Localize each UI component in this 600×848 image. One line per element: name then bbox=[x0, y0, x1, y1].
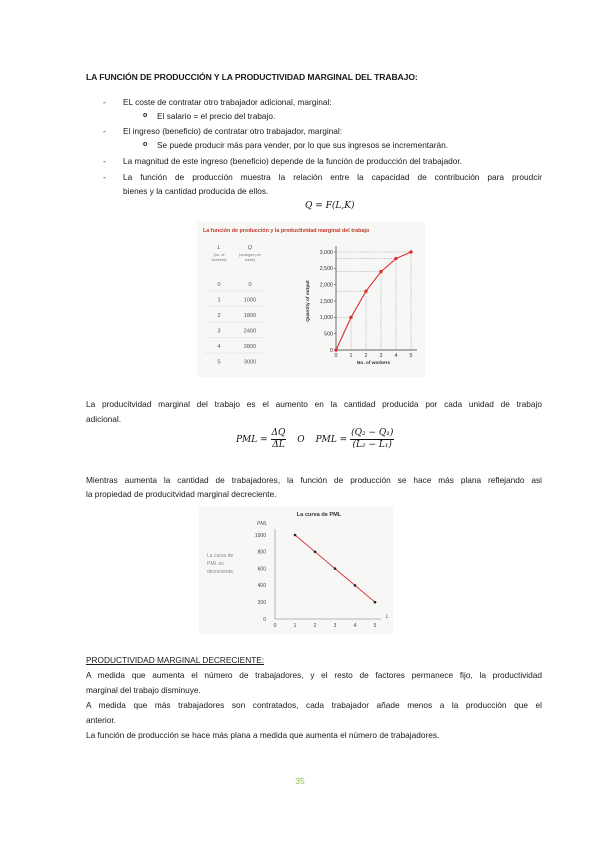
pml-den-2: (L₂ − L₁) bbox=[352, 440, 392, 450]
x-tick-label: 5 bbox=[409, 353, 413, 359]
x-tick-label: 5 bbox=[373, 623, 377, 629]
bullet-4-line2: bienes y la cantidad producida de ellos. bbox=[123, 186, 269, 196]
y-tick-label: 800 bbox=[257, 549, 266, 556]
table-cell-l: 5 bbox=[217, 359, 221, 366]
x-tick-label: 4 bbox=[353, 623, 357, 629]
table-cell-q: 2400 bbox=[243, 328, 257, 335]
x-tick-label: 0 bbox=[334, 353, 338, 359]
y-tick-label: 0 bbox=[263, 616, 266, 623]
x-tick-label: 1 bbox=[293, 623, 297, 629]
bullet-dash: - bbox=[103, 172, 106, 182]
pml-point bbox=[314, 551, 317, 554]
pml-den-1: ΔL bbox=[272, 440, 285, 450]
production-point bbox=[334, 348, 337, 351]
table-cell-l: 0 bbox=[217, 282, 221, 288]
table-header-q: Q bbox=[247, 245, 253, 251]
pml-fraction-1 bbox=[271, 428, 287, 451]
y-tick-label: 500 bbox=[324, 331, 333, 338]
x-tick-label: 3 bbox=[379, 353, 383, 359]
y-tick-label: 0 bbox=[330, 347, 333, 354]
table-cell-l: 1 bbox=[217, 297, 221, 304]
y-tick-label: 2,500 bbox=[319, 266, 333, 273]
x-tick-label: 0 bbox=[273, 623, 277, 629]
x-tick-label: 3 bbox=[333, 623, 337, 629]
production-figure-svg bbox=[197, 222, 425, 377]
section-line5: La función de producción se hace más plana a medida que aumenta el número de trabajadores. bbox=[86, 730, 440, 740]
paragraph-2-line1: Mientras aumenta la cantidad de trabajadores, la función de producción se hace más plana reflejando asi bbox=[86, 475, 542, 485]
table-cell-q: 1000 bbox=[243, 297, 257, 304]
paragraph-1-line1: La producitvidad marginal del trabajo es el aumento en la cantidad producida por cada unidad de trabajo bbox=[86, 399, 542, 409]
production-table bbox=[205, 282, 265, 366]
sub-bullet-circle: o bbox=[143, 141, 148, 148]
y-tick-label: 200 bbox=[257, 600, 266, 606]
bullet-1-sub: El salario = el precio del trabajo. bbox=[157, 111, 276, 121]
table-cell-q: 1800 bbox=[243, 313, 257, 319]
bullet-dash: - bbox=[103, 97, 106, 107]
page-title: LA FUNCIÓN DE PRODUCCIÓN Y LA PRODUCTIVIDAD MARGINAL DEL TRABAJO: bbox=[86, 72, 418, 82]
pml-point bbox=[354, 584, 357, 587]
y-tick-label: 1,500 bbox=[319, 298, 333, 305]
bullet-2: El ingreso (beneficio) de contratar otro trabajador, marginal: bbox=[123, 126, 343, 136]
pml-figure-svg bbox=[199, 507, 393, 634]
pml-point bbox=[334, 567, 337, 570]
table-cell-l: 4 bbox=[217, 344, 221, 350]
pml-annotation-line3: decreciente. bbox=[207, 569, 235, 575]
section-line1: A medida que aumenta el número de trabajadores, y el resto de factores permanece fijo, la productividad bbox=[86, 670, 542, 680]
production-line bbox=[336, 252, 411, 350]
production-point bbox=[349, 316, 352, 319]
pml-annotation-line2: PML es bbox=[207, 561, 224, 567]
table-cell-q: 0 bbox=[248, 282, 252, 288]
section-line2: marginal del trabajo disminuye. bbox=[86, 685, 201, 695]
section-heading: PRODUCTIVIDAD MARGINAL DECRECIENTE: bbox=[86, 655, 265, 665]
page-number: 35 bbox=[295, 776, 305, 786]
x-axis-label: No. of workers bbox=[356, 361, 391, 366]
section-line4: anterior. bbox=[86, 715, 116, 725]
pml-point bbox=[294, 534, 297, 537]
table-cell-q: 3000 bbox=[243, 359, 257, 366]
x-tick-label: 2 bbox=[313, 623, 317, 629]
pml-num-1: ΔQ bbox=[271, 428, 286, 438]
x-tick-label: 4 bbox=[394, 353, 398, 359]
production-point bbox=[409, 250, 412, 253]
production-figure bbox=[197, 222, 425, 377]
table-cell-l: 2 bbox=[217, 313, 221, 319]
y-tick-label: 2,000 bbox=[319, 282, 333, 289]
figure1-title: La función de producción y la productividad marginal del trabajo bbox=[203, 228, 370, 234]
production-function-formula: Q = F(L,K) bbox=[305, 201, 355, 211]
pml-fraction-2 bbox=[350, 428, 394, 451]
production-point bbox=[379, 270, 382, 273]
pml-lhs-2: PML = bbox=[315, 435, 348, 445]
x-tick-label: 2 bbox=[364, 353, 368, 359]
table-header-q-sub1: (oranges per bbox=[238, 252, 262, 257]
y-tick-label: 1,000 bbox=[319, 315, 333, 322]
x-tick-label: 1 bbox=[349, 353, 353, 359]
y-tick-label: 600 bbox=[257, 566, 266, 573]
pml-point bbox=[374, 601, 377, 604]
bullet-1: EL coste de contratar otro trabajador adicional, marginal: bbox=[123, 97, 332, 107]
y-axis-label: PML bbox=[257, 521, 268, 527]
bullet-4-line1: La función de producción muestra la relación entre la capacidad de contribución para proudcir bbox=[123, 172, 542, 182]
y-axis-label: Quantity of output bbox=[306, 280, 311, 322]
section-line3: A medida que más trabajadores son contratados, cada trabajador añade menos a la producción que el bbox=[86, 700, 542, 710]
table-header-l-sub1: (no. of bbox=[213, 252, 225, 257]
paragraph-1-line2: adicional. bbox=[86, 414, 122, 424]
table-header-q-sub2: week) bbox=[244, 257, 256, 262]
bullet-2-sub: Se puede producir más para vender, por lo que sus ingresos se incrementarán. bbox=[157, 140, 449, 150]
x-axis-label: L bbox=[386, 614, 389, 620]
pml-formula bbox=[236, 428, 394, 451]
pml-annotation-line1: La curva de bbox=[207, 553, 234, 559]
pml-figure bbox=[199, 507, 393, 634]
pml-chart bbox=[255, 521, 389, 629]
figure2-title: La curva de PML bbox=[296, 512, 342, 518]
production-point bbox=[394, 257, 397, 260]
sub-bullet-circle: o bbox=[143, 112, 148, 119]
y-tick-label: 1000 bbox=[254, 532, 266, 539]
production-chart bbox=[305, 246, 417, 366]
y-tick-label: 400 bbox=[257, 583, 266, 590]
table-header-l: L bbox=[217, 245, 221, 251]
bullet-3: La magnitud de este ingreso (beneficio) depende de la función de producción del trabajador. bbox=[123, 156, 463, 166]
y-tick-label: 3,000 bbox=[319, 249, 333, 256]
pml-or: O bbox=[297, 435, 305, 445]
production-point bbox=[364, 290, 367, 293]
pml-lhs: PML = bbox=[236, 435, 268, 445]
table-cell-q: 2800 bbox=[243, 344, 257, 350]
table-header-l-sub2: workers) bbox=[211, 257, 227, 262]
paragraph-2-line2: la propiedad de producitvidad marginal decreciente. bbox=[86, 489, 277, 499]
pml-num-2: (Q₂ − Q₁) bbox=[351, 428, 394, 438]
bullet-dash: - bbox=[103, 126, 106, 136]
bullet-dash: - bbox=[103, 156, 106, 166]
table-cell-l: 3 bbox=[217, 328, 221, 335]
